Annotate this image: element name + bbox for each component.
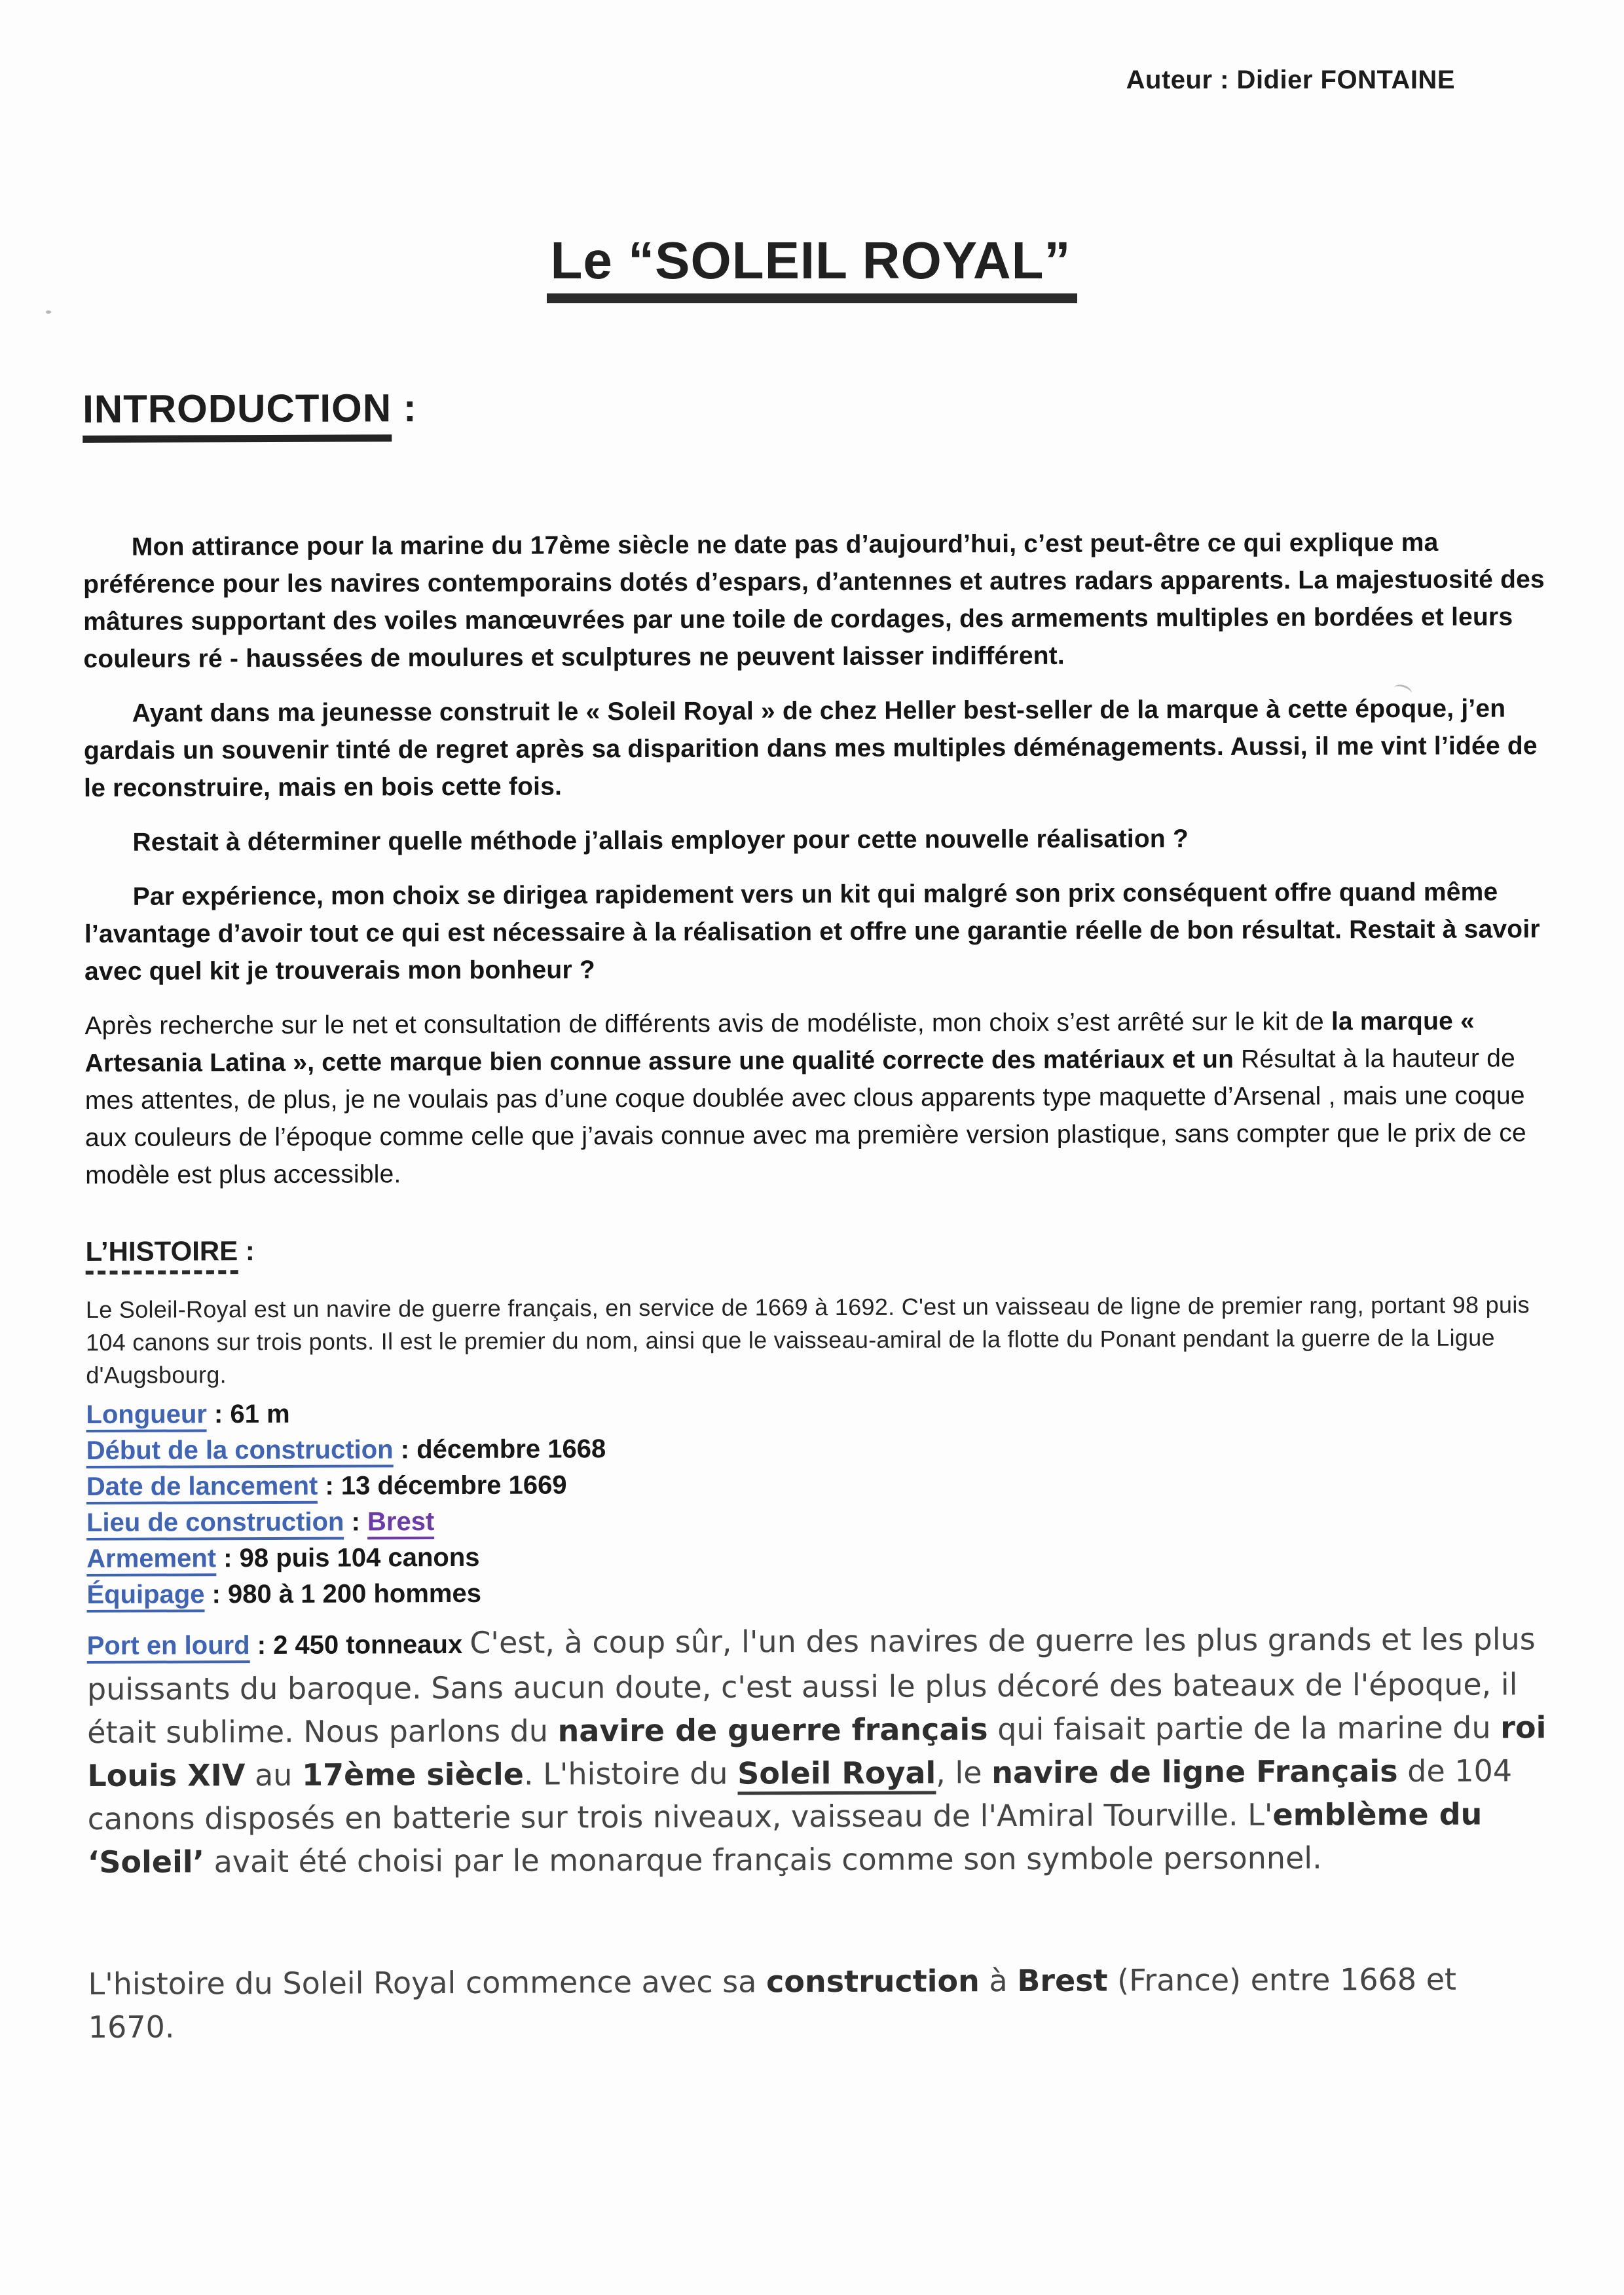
spec-link-equipage[interactable]: Équipage bbox=[86, 1580, 204, 1613]
text-run: : 98 puis 104 canons bbox=[216, 1542, 480, 1573]
spec-value-longueur bbox=[207, 1400, 290, 1428]
introduction-heading-text: INTRODUCTION bbox=[83, 386, 392, 443]
text-run: Soleil Royal bbox=[737, 1755, 936, 1795]
text-run: , le bbox=[936, 1755, 992, 1791]
spec-link-debut-construction[interactable]: Début de la construction bbox=[86, 1435, 394, 1468]
text-run: (France) entre 1668 et 1670. bbox=[88, 1961, 1457, 2045]
introduction-heading-colon: : bbox=[391, 386, 417, 430]
text-run: 17ème siècle bbox=[301, 1756, 525, 1793]
text-run: Par expérience, mon choix se dirigea rapidement vers un kit qui malgré son prix conséquent offre quand même l’avantage d’avoir tout ce qui est nécessaire à la réalisation et offre une garantie réelle de bon résultat. Restait à savoir avec quel kit je trouverais mon bonheur ? bbox=[84, 878, 1540, 986]
scan-artifact-dot bbox=[46, 310, 51, 314]
spec-row-date-lancement bbox=[86, 1464, 1549, 1505]
section-heading-histoire bbox=[86, 1231, 1549, 1267]
paragraph-choix-kit bbox=[84, 873, 1548, 990]
text-run: : 13 décembre 1669 bbox=[318, 1470, 567, 1501]
paragraph-port-en-lourd bbox=[87, 1617, 1551, 1884]
spec-value-equipage bbox=[204, 1579, 481, 1609]
text-run: Résultat à la hauteur de mes attentes, de plus, je ne voulais pas d’une coque doublée avec clous apparents type maquette d’Arsenal , mais une coque aux couleurs de l’époque comme celle que j’avais connue avec ma première version plastique, sans compter que le prix de ce modèle est plus accessible. bbox=[84, 1044, 1526, 1189]
text-run: C'est, à coup sûr, l'un des navires de guerre les plus grands et les plus puissants du baroque. Sans aucun doute, c'est aussi le plus décoré des bateaux de l'époque, il était sublime. Nous parlons du bbox=[86, 1621, 1536, 1750]
text-run: : bbox=[344, 1507, 368, 1537]
spec-row-debut-construction bbox=[86, 1428, 1549, 1469]
spec-link-lieu-construction[interactable]: Lieu de construction bbox=[86, 1508, 344, 1540]
link-port-en-lourd[interactable]: Port en lourd bbox=[87, 1631, 250, 1664]
text-run: : 2 450 tonneaux bbox=[249, 1630, 470, 1660]
paragraph-attirance-marine bbox=[83, 523, 1547, 678]
page-title: Le “SOLEIL ROYAL” bbox=[547, 231, 1078, 303]
spec-link-date-lancement[interactable]: Date de lancement bbox=[86, 1472, 318, 1504]
paragraph-artesania-latina bbox=[84, 1002, 1548, 1194]
text-run: la marque « Artesania Latina », cette marque bien connue assure une qualité correcte des matériaux et un bbox=[84, 1007, 1475, 1077]
text-run: roi Louis XIV bbox=[87, 1709, 1547, 1793]
text-run: Restait à déterminer quelle méthode j’allais employer pour cette nouvelle réalisation ? bbox=[132, 825, 1189, 857]
introduction-section bbox=[83, 523, 1549, 1194]
title-row bbox=[0, 231, 1624, 303]
text-run: : 61 m bbox=[206, 1399, 290, 1429]
text-run: construction bbox=[766, 1963, 980, 2000]
text-run: : 980 à 1 200 hommes bbox=[204, 1578, 482, 1609]
text-run: emblème du ‘Soleil’ bbox=[87, 1796, 1483, 1880]
spec-value-debut-construction bbox=[394, 1434, 606, 1464]
ship-specs-list bbox=[86, 1392, 1549, 1613]
paragraph-methode bbox=[84, 819, 1547, 861]
link-brest[interactable]: Brest bbox=[367, 1507, 434, 1539]
text-run: à bbox=[979, 1963, 1018, 1999]
spec-value-armement bbox=[216, 1543, 480, 1573]
section-heading-introduction bbox=[83, 381, 1545, 432]
text-run: Mon attirance pour la marine du 17ème siècle ne date pas d’aujourd’hui, c’est peut-être ce qui explique ma préférence pour les navires contemporains dotés d’espars, d’antennes et autres radars apparents. La majestuosité des mâtures supportant des voiles manœuvrées par une toile de cordages, des armements multiples en bordées et leurs couleurs ré - haussées de moulures et sculptures ne peuvent laisser indifférent. bbox=[83, 528, 1545, 673]
histoire-heading-text: L’HISTOIRE bbox=[86, 1235, 238, 1275]
author-line: Auteur : Didier FONTAINE bbox=[1126, 65, 1455, 94]
spec-row-longueur bbox=[86, 1392, 1549, 1433]
text-run: navire de ligne Français bbox=[991, 1753, 1398, 1791]
text-run: . L'histoire du bbox=[523, 1755, 738, 1792]
spec-link-armement[interactable]: Armement bbox=[86, 1544, 216, 1577]
text-run: Après recherche sur le net et consultation de différents avis de modéliste, mon choix s’est arrêté sur le kit de bbox=[84, 1007, 1331, 1040]
spec-link-longueur[interactable]: Longueur bbox=[86, 1400, 207, 1432]
paragraph-jeunesse-heller bbox=[84, 690, 1547, 807]
text-run: au bbox=[245, 1757, 303, 1793]
text-run: qui faisait partie de la marine du bbox=[987, 1709, 1501, 1747]
paragraph-soleil-royal-lead: Le Soleil-Royal est un navire de guerre français, en service de 1669 à 1692. C'est un vaisseau de ligne de premier rang, portant 98 puis 104 canons sur trois ponts. Il est le premier du nom, ainsi que le vaisseau-amiral de la flotte du Ponant pendant la guerre de la Ligue d'Augsbourg. bbox=[85, 1291, 1530, 1389]
text-run: : décembre 1668 bbox=[393, 1434, 606, 1465]
spec-value-lieu-construction bbox=[344, 1507, 434, 1539]
text-run: Brest bbox=[1017, 1962, 1108, 1999]
spec-value-date-lancement bbox=[318, 1470, 566, 1500]
spec-row-armement bbox=[86, 1536, 1549, 1577]
text-run: de 104 canons disposés en batterie sur trois niveaux, vaisseau de l'Amiral Tourville. L' bbox=[87, 1753, 1513, 1837]
histoire-heading-colon: : bbox=[238, 1235, 255, 1267]
text-run: Ayant dans ma jeunesse construit le « Soleil Royal » de chez Heller best-seller de la marque à cette époque, j’en gardais un souvenir tinté de regret après sa disparition dans mes multiples déménagements. Aussi, il me vint l’idée de le reconstruire, mais en bois cette fois. bbox=[83, 694, 1538, 802]
paragraph-construction-brest bbox=[88, 1957, 1551, 2049]
spec-row-lieu-construction bbox=[86, 1500, 1549, 1541]
text-run: L'histoire du Soleil Royal commence avec sa bbox=[88, 1964, 767, 2002]
text-run: navire de guerre français bbox=[557, 1711, 988, 1749]
spec-row-equipage bbox=[86, 1572, 1549, 1613]
document-body bbox=[83, 381, 1551, 2049]
text-run: avait été choisi par le monarque français comme son symbole personnel. bbox=[204, 1840, 1322, 1880]
